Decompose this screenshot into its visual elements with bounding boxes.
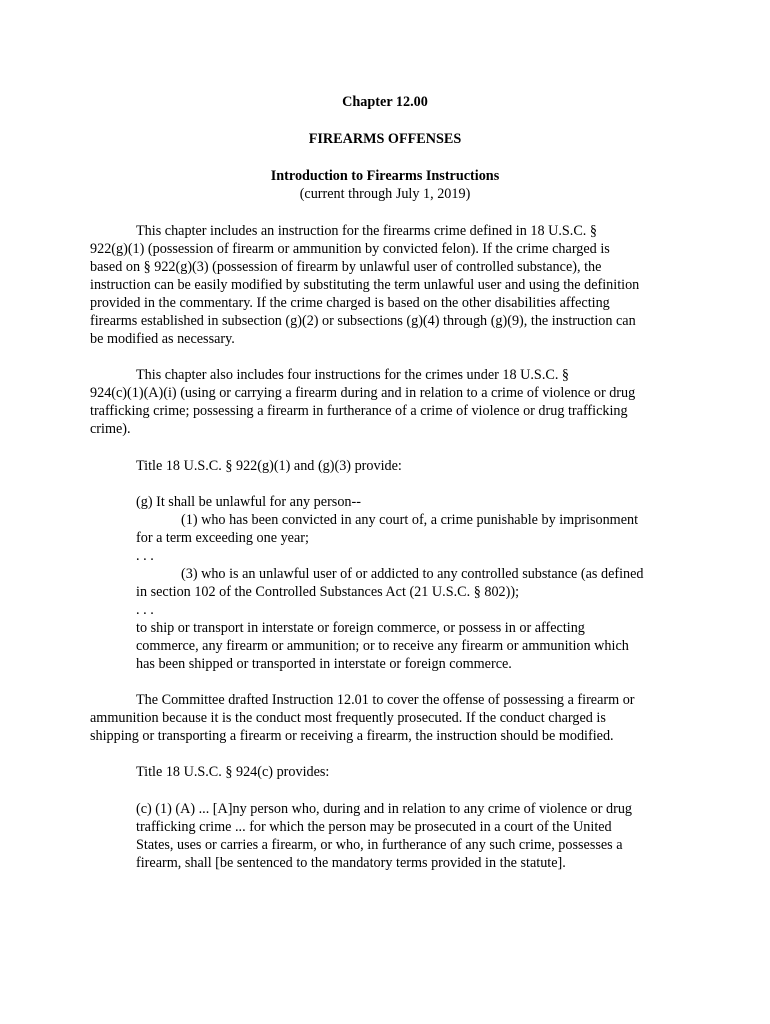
- paragraph-line: crime).: [90, 421, 131, 437]
- paragraph-line: 922(g)(1) (possession of firearm or ammunition by convicted felon). If the crime charged is: [90, 241, 610, 257]
- paragraph-line: This chapter also includes four instructions for the crimes under 18 U.S.C. §: [136, 367, 570, 383]
- paragraph-line: trafficking crime; possessing a firearm in furtherance of a crime of violence or drug trafficking: [90, 403, 628, 419]
- statute-922-heading: Title 18 U.S.C. § 922(g)(1) and (g)(3) provide:: [136, 458, 402, 474]
- paragraph-line: be modified as necessary.: [90, 331, 235, 347]
- quote-line: firearm, shall [be sentenced to the mandatory terms provided in the statute].: [136, 855, 566, 871]
- chapter-number: Chapter 12.00: [342, 94, 428, 110]
- paragraph-line: based on § 922(g)(3) (possession of firearm by unlawful user of controlled substance), the: [90, 259, 602, 275]
- paragraph-line: provided in the commentary. If the crime charged is based on the other disabilities affecting: [90, 295, 610, 311]
- paragraph-line: The Committee drafted Instruction 12.01 to cover the offense of possessing a firearm or: [136, 692, 635, 708]
- intro-title: Introduction to Firearms Instructions: [270, 168, 500, 184]
- quote-line: (c) (1) (A) ... [A]ny person who, during and in relation to any crime of violence or drug: [136, 801, 633, 817]
- paragraph-line: shipping or transporting a firearm or receiving a firearm, the instruction should be modified.: [90, 728, 614, 744]
- quote-line: (1) who has been convicted in any court of, a crime punishable by imprisonment: [181, 512, 639, 528]
- quote-line: in section 102 of the Controlled Substances Act (21 U.S.C. § 802));: [136, 584, 520, 600]
- paragraph-line: 924(c)(1)(A)(i) (using or carrying a firearm during and in relation to a crime of violence or drug: [90, 385, 636, 401]
- quote-line: States, uses or carries a firearm, or who, in furtherance of any such crime, possesses a: [136, 837, 623, 853]
- paragraph-line: ammunition because it is the conduct most frequently prosecuted. If the conduct charged is: [90, 710, 606, 726]
- paragraph-line: instruction can be easily modified by substituting the term unlawful user and using the definition: [90, 277, 640, 293]
- quote-line: trafficking crime ... for which the person may be prosecuted in a court of the United: [136, 819, 612, 835]
- paragraph-line: firearms established in subsection (g)(2) or subsections (g)(4) through (g)(9), the instruction can: [90, 313, 636, 329]
- quote-ellipsis: . . .: [136, 602, 154, 618]
- quote-line: (3) who is an unlawful user of or addicted to any controlled substance (as defined: [181, 566, 644, 582]
- quote-line: for a term exceeding one year;: [136, 530, 309, 546]
- quote-line: commerce, any firearm or ammunition; or to receive any firearm or ammunition which: [136, 638, 629, 654]
- intro-subtitle: (current through July 1, 2019): [299, 186, 471, 202]
- statute-924-heading: Title 18 U.S.C. § 924(c) provides:: [136, 764, 330, 780]
- paragraph-line: This chapter includes an instruction for the firearms crime defined in 18 U.S.C. §: [136, 223, 597, 239]
- chapter-title: FIREARMS OFFENSES: [308, 131, 462, 147]
- quote-ellipsis: . . .: [136, 548, 154, 564]
- quote-line: to ship or transport in interstate or foreign commerce, or possess in or affecting: [136, 620, 585, 636]
- quote-line: (g) It shall be unlawful for any person--: [136, 494, 361, 510]
- quote-line: has been shipped or transported in interstate or foreign commerce.: [136, 656, 512, 672]
